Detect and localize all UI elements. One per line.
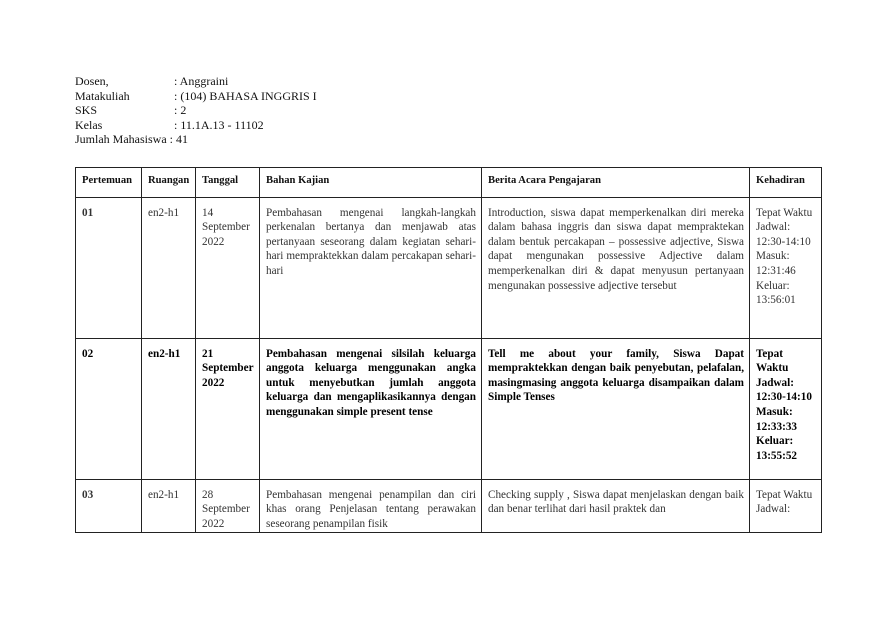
header-ruangan: Ruangan: [142, 168, 196, 198]
cell-bahan-kajian: [260, 479, 482, 532]
cell-tanggal: [196, 479, 260, 532]
info-kelas: [75, 118, 317, 133]
cell-tanggal: 21 September 2022: [196, 338, 260, 479]
cell-pertemuan: 01: [76, 197, 142, 338]
cell-pertemuan: [76, 479, 142, 532]
jumlah-value: : 41: [169, 132, 188, 147]
cell-berita-acara: Introduction, siswa dapat memperkenalkan diri mereka dalam bahasa inggris dan siswa dapat mempraktekan dalam bentuk percakapan – possessive adjective, Siswa dapat mengunakan possessive Adjective dalam memperkenalkan diri & dapat menyusun pertanyaan mengunakan possessive adjective tersebut: [482, 197, 750, 338]
cell-bahan-kajian: Pembahasan mengenai langkah-langkah perkenalan bertanya dan menjawab atas pertanyaan seseorang dalam kegiatan sehari-hari mempraktekkan dalam percakapan sehari-hari: [260, 197, 482, 338]
cell-text: 28 September 2022: [202, 488, 250, 530]
matakuliah-value: : (104) BAHASA INGGRIS I: [174, 88, 317, 103]
info-dosen: [75, 74, 317, 89]
cell-ruangan: [142, 479, 196, 532]
sks-label: SKS: [75, 103, 98, 118]
cell-kehadiran: [750, 479, 822, 532]
cell-kehadiran: Tepat Waktu Jadwal: 12:30-14:10 Masuk: 12:31:46 Keluar: 13:56:01: [750, 197, 822, 338]
cell-text: Checking supply , Siswa dapat menjelaskan dengan baik dan benar terlihat dari hasil praktek dan: [488, 488, 744, 516]
table-header-row: [76, 168, 822, 198]
header-berita-acara: Berita Acara Pengajaran: [482, 168, 750, 198]
cell-text: 03: [82, 488, 94, 501]
cell-text: Pembahasan mengenai penampilan dan ciri khas orang Penjelasan tentang perawakan seseorang penampilan fisik: [266, 488, 476, 530]
dosen-label: Dosen,: [75, 74, 109, 88]
course-info: [75, 74, 317, 147]
info-matakuliah: [75, 89, 317, 104]
cell-text: en2-h1: [148, 488, 180, 501]
cell-kehadiran: Tepat Waktu Jadwal: 12:30-14:10 Masuk: 12:33:33 Keluar: 13:55:52: [750, 338, 822, 479]
table-row: [76, 338, 822, 479]
cell-bahan-kajian: Pembahasan mengenai silsilah keluarga anggota keluarga menggunakan angka untuk menyebutkan jumlah anggota keluarga dan mengaplikasikannya dengan menggunakan simple present tense: [260, 338, 482, 479]
matakuliah-label: Matakuliah: [75, 88, 130, 103]
header-kehadiran: Kehadiran: [750, 168, 822, 198]
info-sks: [75, 103, 317, 118]
header-tanggal: Tanggal: [196, 168, 260, 198]
cell-berita-acara: Tell me about your family, Siswa Dapat mempraktekkan dengan baik penyebutan, pelafalan, masingmasing anggota keluarga disampaikan dalam Simple Tenses: [482, 338, 750, 479]
dosen-value: : Anggraini: [174, 74, 229, 88]
table-row: [76, 197, 822, 338]
cell-pertemuan: 02: [76, 338, 142, 479]
cell-text: Tepat Waktu Jadwal:: [756, 488, 813, 516]
jumlah-label: Jumlah Mahasiswa: [75, 132, 167, 147]
info-jumlah: [75, 132, 317, 147]
cell-ruangan: en2-h1: [142, 338, 196, 479]
cell-berita-acara: [482, 479, 750, 532]
header-bahan-kajian: Bahan Kajian: [260, 168, 482, 198]
kelas-label: Kelas: [75, 117, 103, 132]
cell-tanggal: 14 September 2022: [196, 197, 260, 338]
kelas-value: : 11.1A.13 - 11102: [174, 117, 264, 132]
table-row: [76, 479, 822, 532]
header-pertemuan: Pertemuan: [76, 168, 142, 198]
cell-ruangan: en2-h1: [142, 197, 196, 338]
teaching-report-table: [75, 167, 822, 533]
sks-value: : 2: [174, 103, 187, 118]
